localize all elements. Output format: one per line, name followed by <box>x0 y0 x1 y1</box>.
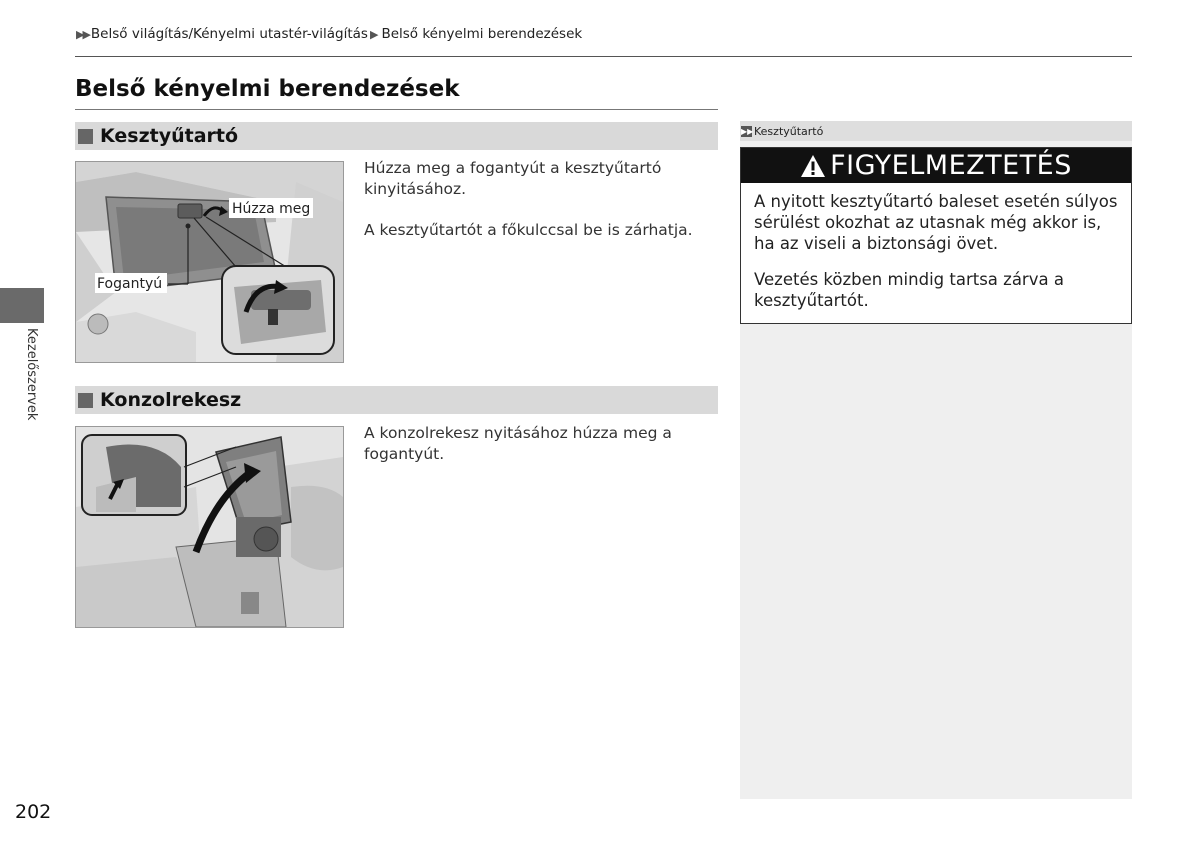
section-title: Kesztyűtartó <box>100 125 239 147</box>
breadcrumb <box>76 26 582 42</box>
warning-paragraph: Vezetés közben mindig tartsa zárva a kesztyűtartót. <box>754 270 1064 310</box>
side-panel-reference <box>740 121 1132 141</box>
warning-paragraph: A nyitott kesztyűtartó baleset esetén súlyos sérülést okozhat az utasnak még akkor is, ha az viseli a biztonsági övet. <box>754 192 1118 253</box>
warning-body <box>741 183 1131 311</box>
console-illustration <box>75 426 344 628</box>
warning-title: FIGYELMEZTETÉS <box>830 150 1072 181</box>
body-paragraph: Húzza meg a fogantyút a kesztyűtartó kinyitásához. <box>364 159 662 198</box>
title-divider <box>75 109 718 110</box>
breadcrumb-item[interactable]: Belső kényelmi berendezések <box>381 26 583 42</box>
square-bullet-icon <box>78 129 93 144</box>
warning-banner <box>741 148 1131 183</box>
section-body-glovebox <box>364 158 694 261</box>
section-title: Konzolrekesz <box>100 389 242 411</box>
callout-pull-label: Húzza meg <box>232 201 311 217</box>
chapter-tab-label: Kezelőszervek <box>24 328 39 421</box>
page-title: Belső kényelmi berendezések <box>75 76 460 102</box>
double-arrow-icon: ▶▶ <box>76 27 89 41</box>
warning-triangle-icon <box>800 154 826 178</box>
reference-arrow-icon: ▶▶ <box>741 126 754 136</box>
callout-handle-label: Fogantyú <box>97 276 163 292</box>
warning-box <box>740 147 1132 324</box>
section-header-console <box>75 386 718 414</box>
body-paragraph: A kesztyűtartót a főkulccsal be is zárhatja. <box>364 221 693 239</box>
chapter-tab <box>0 288 44 323</box>
body-paragraph: A konzolrekesz nyitásához húzza meg a fogantyút. <box>364 424 672 463</box>
section-body-console <box>364 423 694 485</box>
section-header-glovebox <box>75 122 718 150</box>
square-bullet-icon <box>78 393 93 408</box>
reference-label[interactable]: Kesztyűtartó <box>754 124 824 138</box>
page-number: 202 <box>15 801 52 823</box>
arrow-icon: ▶ <box>369 27 379 41</box>
breadcrumb-item[interactable]: Belső világítás/Kényelmi utastér-világítás <box>90 26 368 42</box>
glovebox-illustration <box>75 161 344 363</box>
header-divider <box>75 56 1132 57</box>
